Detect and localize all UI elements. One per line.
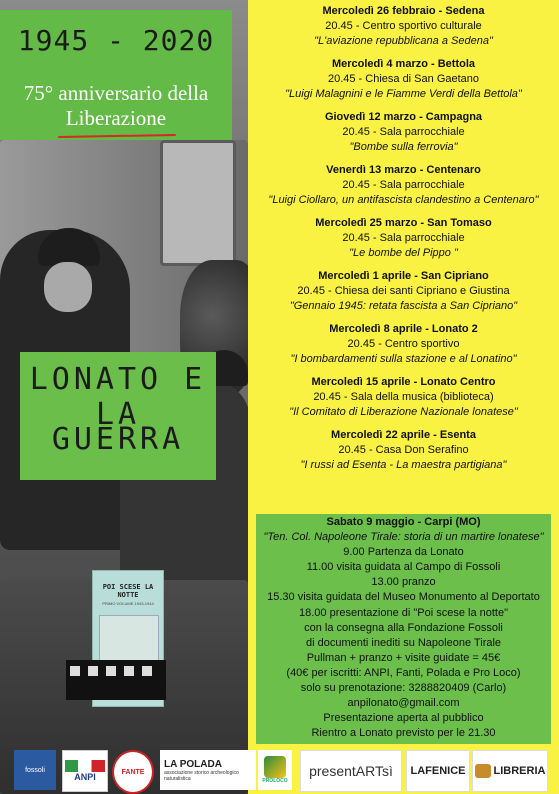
event-title: "Luigi Malagnini e le Fiamme Verdi della Bettola" bbox=[285, 88, 522, 100]
polada-name: LA POLADA bbox=[164, 758, 222, 770]
special-line: 13.00 pranzo bbox=[371, 576, 436, 589]
event-title: "Gennaio 1945: retata fascista a San Cipriano" bbox=[289, 300, 518, 312]
special-line: 9.00 Partenza da Lonato bbox=[343, 546, 464, 559]
event-place: 20.45 - Sala parrocchiale bbox=[342, 179, 465, 191]
event-item bbox=[248, 216, 559, 261]
event-place: 20.45 - Centro sportivo culturale bbox=[325, 20, 482, 32]
subtitle-line-1: LONATO E LA bbox=[29, 362, 207, 432]
fante-logo: FANTE bbox=[112, 750, 154, 794]
subtitle-line-2: GUERRA bbox=[51, 422, 185, 457]
special-line: con la consegna alla Fondazione Fossoli bbox=[304, 621, 503, 634]
event-place: 20.45 - Chiesa di San Gaetano bbox=[327, 73, 480, 85]
special-header: Sabato 9 maggio - Carpi (MO) bbox=[326, 516, 481, 528]
proloco-logo bbox=[258, 750, 292, 790]
event-header: Mercoledì 8 aprile - Lonato 2 bbox=[329, 323, 478, 335]
subtitle-box bbox=[20, 352, 216, 480]
event-title: "L'aviazione repubblicana a Sedena" bbox=[314, 35, 493, 47]
event-title: "I bombardamenti sulla stazione e al Lonatino" bbox=[290, 353, 517, 365]
photo-window bbox=[160, 140, 236, 266]
event-item bbox=[248, 375, 559, 420]
title-years: 1945 - 2020 bbox=[17, 24, 215, 57]
polada-desc: associazione storico archeologico naturalistica bbox=[164, 769, 239, 782]
libreria-logo bbox=[472, 750, 548, 792]
red-underline bbox=[58, 134, 176, 138]
title-anniversary: 75° anniversario della bbox=[23, 81, 209, 105]
historical-photo bbox=[0, 0, 248, 794]
event-place: 20.45 - Sala parrocchiale bbox=[342, 232, 465, 244]
events-list bbox=[248, 4, 559, 481]
event-header: Mercoledì 4 marzo - Bettola bbox=[331, 58, 476, 70]
event-item bbox=[248, 322, 559, 367]
event-place: 20.45 - Sala della musica (biblioteca) bbox=[313, 391, 494, 403]
film-strip-icon bbox=[66, 660, 166, 700]
event-place: 20.45 - Centro sportivo bbox=[347, 338, 460, 350]
event-title: "Il Comitato di Liberazione Nazionale lonatese" bbox=[289, 406, 518, 418]
book-subtitle: PRIMO VOLUME 1943-1944 bbox=[102, 601, 154, 606]
fossoli-logo: fossoli bbox=[14, 750, 56, 790]
proloco-label: PROLOCO bbox=[262, 778, 288, 784]
anpi-logo bbox=[62, 750, 108, 792]
event-place: 20.45 - Sala parrocchiale bbox=[342, 126, 465, 138]
anpi-label: ANPI bbox=[74, 772, 96, 782]
event-header: Mercoledì 26 febbraio - Sedena bbox=[322, 5, 485, 17]
event-header: Mercoledì 1 aprile - San Cipriano bbox=[318, 270, 489, 282]
event-header: Mercoledì 22 aprile - Esenta bbox=[331, 429, 476, 441]
proloco-mark-icon bbox=[264, 756, 286, 778]
event-item bbox=[248, 428, 559, 473]
lafenice-logo: LAFENICE bbox=[406, 750, 470, 792]
event-item bbox=[248, 163, 559, 208]
special-line: 15.30 visita guidata del Museo Monumento al Deportato bbox=[267, 591, 540, 604]
special-line: solo su prenotazione: 3288820409 (Carlo) bbox=[300, 682, 507, 695]
special-line: di documenti inediti su Napoleone Tirale bbox=[305, 636, 502, 649]
special-title: "Ten. Col. Napoleone Tirale: storia di un martire lonatese" bbox=[263, 531, 544, 544]
libreria-label: LIBRERIA bbox=[493, 765, 546, 777]
event-header: Mercoledì 15 aprile - Lonato Centro bbox=[311, 376, 496, 388]
sponsor-logos bbox=[0, 744, 559, 794]
title-liberation: Liberazione bbox=[65, 106, 167, 130]
italian-flag-icon bbox=[65, 760, 105, 772]
special-line: Pullman + pranzo + visite guidate = 45€ bbox=[306, 651, 501, 664]
event-header: Venerdì 13 marzo - Centenaro bbox=[326, 164, 481, 176]
event-item bbox=[248, 4, 559, 49]
event-item bbox=[248, 269, 559, 314]
special-line: (40€ per iscritti: ANPI, Fanti, Polada e Pro Loco) bbox=[286, 666, 521, 679]
title-box bbox=[0, 10, 232, 140]
event-place: 20.45 - Chiesa dei santi Cipriano e Giustina bbox=[297, 285, 510, 297]
special-line: 11.00 visita guidata al Campo di Fossoli bbox=[306, 561, 501, 574]
presentartsi-logo: presentARTsì bbox=[300, 750, 402, 792]
special-line: 18.00 presentazione di "Poi scese la notte" bbox=[299, 606, 508, 619]
event-place: 20.45 - Casa Don Serafino bbox=[338, 444, 469, 456]
event-item bbox=[248, 57, 559, 102]
event-title: "Luigi Ciollaro, un antifascista clandestino a Centenaro" bbox=[268, 194, 539, 206]
event-header: Mercoledì 25 marzo - San Tomaso bbox=[315, 217, 492, 229]
event-header: Giovedì 12 marzo - Campagna bbox=[324, 111, 483, 123]
special-line: Presentazione aperta al pubblico bbox=[323, 712, 484, 725]
event-item bbox=[248, 110, 559, 155]
special-event-text bbox=[256, 515, 551, 741]
photo-officer-face bbox=[44, 262, 92, 312]
special-line: Rientro a Lonato previsto per le 21.30 bbox=[311, 727, 496, 740]
event-title: "Bombe sulla ferrovia" bbox=[349, 141, 458, 153]
polada-logo bbox=[160, 750, 256, 790]
book-title: POI SCESE LA NOTTE bbox=[102, 583, 154, 599]
book-icon bbox=[475, 764, 491, 778]
special-email[interactable]: anpilonato@gmail.com bbox=[347, 697, 460, 710]
event-title: "Le bombe del Pippo " bbox=[349, 247, 458, 259]
event-title: "I russi ad Esenta - La maestra partigiana" bbox=[300, 459, 507, 471]
